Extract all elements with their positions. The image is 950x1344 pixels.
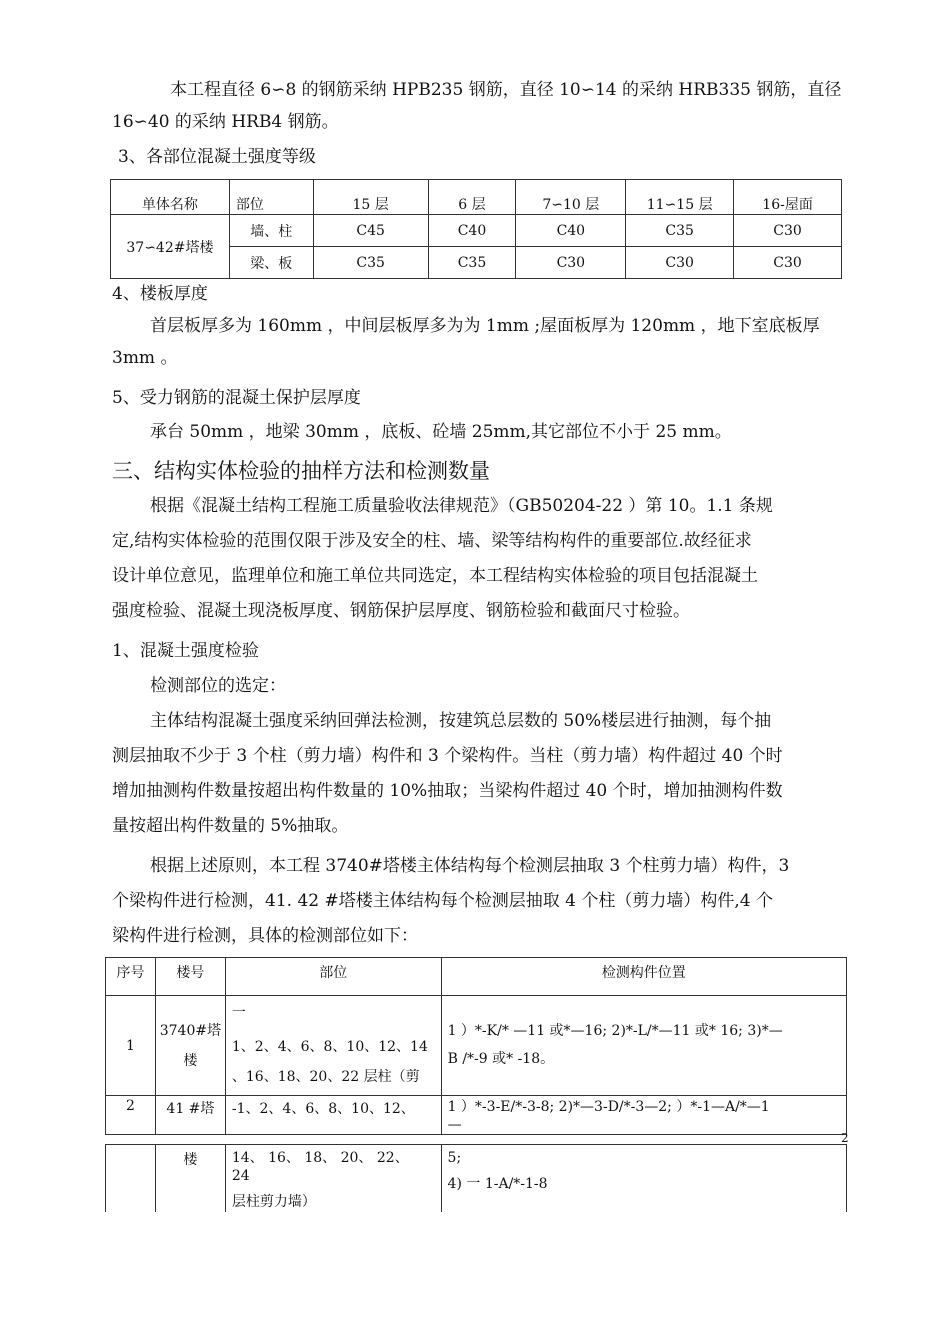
- table-cell: C40: [428, 215, 516, 247]
- table-header: 6 层: [428, 180, 516, 215]
- building-line: 3740#塔: [159, 1022, 222, 1039]
- table-cell: C40: [516, 215, 626, 247]
- continuation-table-wrap: [105, 1144, 849, 1212]
- part-line: 层柱剪力墙）: [231, 1194, 316, 1210]
- section-heading-4: 4、楼板厚度: [112, 284, 208, 304]
- part-cell: -1、2、4、6、8、10、12、: [225, 1096, 441, 1135]
- table-cell: C45: [313, 215, 428, 247]
- position-line: B /*-9 或* -18。: [447, 1051, 555, 1067]
- section-heading-5: 5、受力钢筋的混凝土保护层厚度: [112, 388, 361, 408]
- position-cell: [441, 1096, 846, 1135]
- table-header: 部位: [225, 958, 441, 996]
- part-line: 一: [231, 1005, 246, 1021]
- row-number: [106, 1145, 156, 1213]
- paragraph-line: 承台 50mm ，地梁 30mm ，底板、砼墙 25mm,其它部位不小于 25 mm。: [150, 422, 732, 442]
- position-line: 1 ）*-K/* —11 或*—16; 2)*-L/*—11 或* 16; 3)*—: [447, 1023, 783, 1039]
- paragraph-line: 本工程直径 6∽8 的钢筋采纳 HPB235 钢筋，直径 10∽14 的采纳 HRB335 钢筋，直径: [170, 80, 842, 100]
- paragraph-line: 个梁构件进行检测，41. 42 #塔楼主体结构每个检测层抽取 4 个柱（剪力墙）构件,4 个: [112, 891, 773, 911]
- table-cell: 梁、板: [229, 247, 313, 279]
- table-header: 15 层: [313, 180, 428, 215]
- paragraph-line: 增加抽测构件数量按超出构件数量的 10%抽取；当梁构件超过 40 个时，增加抽测构件数: [112, 781, 783, 801]
- table-cell: C30: [626, 247, 734, 279]
- subsection-heading: 1、混凝土强度检验: [112, 641, 259, 661]
- position-cell: [441, 1145, 846, 1213]
- position-cell: [441, 996, 846, 1096]
- paragraph-line: 3mm 。: [112, 348, 178, 368]
- table-header: 部位: [229, 180, 313, 215]
- paragraph-line: 强度检验、混凝土现浇板厚度、钢筋保护层厚度、钢筋检验和截面尺寸检验。: [112, 601, 690, 621]
- part-cell: [225, 996, 441, 1096]
- part-line: 24: [231, 1168, 250, 1184]
- table-header: 7∽10 层: [516, 180, 626, 215]
- building-line: 楼: [183, 1052, 198, 1069]
- table-cell: C30: [734, 247, 842, 279]
- paragraph-line: 根据《混凝土结构工程施工质量验收法律规范》（GB50204-22 ）第 10。1.1 条规: [150, 496, 773, 516]
- continuation-table: [105, 1144, 847, 1212]
- paragraph-line: 量按超出构件数量的 5%抽取。: [112, 816, 349, 836]
- table-cell: C35: [313, 247, 428, 279]
- table-cell: 墙、柱: [229, 215, 313, 247]
- paragraph-line: 主体结构混凝土强度采纳回弹法检测，按建筑总层数的 50%楼层进行抽测，每个抽: [150, 711, 772, 731]
- section-heading-3: 3、各部位混凝土强度等级: [118, 147, 316, 167]
- table-cell: C35: [428, 247, 516, 279]
- building-cell: 37∽42#塔楼: [111, 215, 230, 279]
- table-header: 11∽15 层: [626, 180, 734, 215]
- paragraph-line: 梁构件进行检测，具体的检测部位如下：: [112, 926, 418, 946]
- inspection-location-table: [105, 957, 847, 1135]
- building-cell: [155, 996, 225, 1096]
- part-cell: [225, 1145, 441, 1213]
- paragraph-line: 16∽40 的采纳 HRB4 钢筋。: [112, 112, 339, 132]
- paragraph-line: 根据上述原则，本工程 3740#塔楼主体结构每个检测层抽取 3 个柱剪力墙）构件，3: [150, 856, 790, 876]
- position-line: 4) 一 1-A/*-1-8: [447, 1176, 548, 1192]
- table-header: 单体名称: [111, 180, 230, 215]
- paragraph-line: 测层抽取不少于 3 个柱（剪力墙）构件和 3 个梁构件。当柱（剪力墙）构件超过 40 个时: [112, 746, 783, 766]
- part-line: 14、 16、 18、 20、 22、: [231, 1150, 409, 1166]
- part-line: 、16、18、20、22 层柱（剪: [231, 1069, 420, 1085]
- part-line: 1、2、4、6、8、10、12、14: [231, 1039, 428, 1055]
- chapter-heading: 三、结构实体检验的抽样方法和检测数量: [112, 459, 490, 483]
- position-line: —: [447, 1117, 462, 1133]
- concrete-grade-table: [110, 179, 842, 279]
- paragraph-line: 检测部位的选定：: [150, 676, 286, 696]
- table-header: 检测构件位置: [441, 958, 846, 996]
- building-cell: 楼: [155, 1145, 225, 1213]
- position-line: 5;: [447, 1150, 462, 1166]
- paragraph-line: 设计单位意见，监理单位和施工单位共同选定，本工程结构实体检验的项目包括混凝土: [112, 566, 758, 586]
- table-cell: C35: [626, 215, 734, 247]
- row-number: 1: [106, 996, 156, 1096]
- building-cell: 41 #塔: [155, 1096, 225, 1135]
- row-number: 2: [106, 1096, 156, 1135]
- position-line: 1 ）*-3-E/*-3-8; 2)*—3-D/*-3—2; ）*-1—A/*—1: [447, 1099, 770, 1115]
- table-header: 序号: [106, 958, 156, 996]
- paragraph-line: 首层板厚多为 160mm ，中间层板厚多为为 1mm ;屋面板厚为 120mm ，地下室底板厚: [150, 316, 820, 336]
- table-cell: C30: [734, 215, 842, 247]
- table-cell: C30: [516, 247, 626, 279]
- table-header: 16-屋面: [734, 180, 842, 215]
- page-number: 2: [841, 1131, 849, 1145]
- table-header: 楼号: [155, 958, 225, 996]
- paragraph-line: 定,结构实体检验的范围仅限于涉及安全的柱、墙、梁等结构构件的重要部位.故经征求: [112, 531, 752, 551]
